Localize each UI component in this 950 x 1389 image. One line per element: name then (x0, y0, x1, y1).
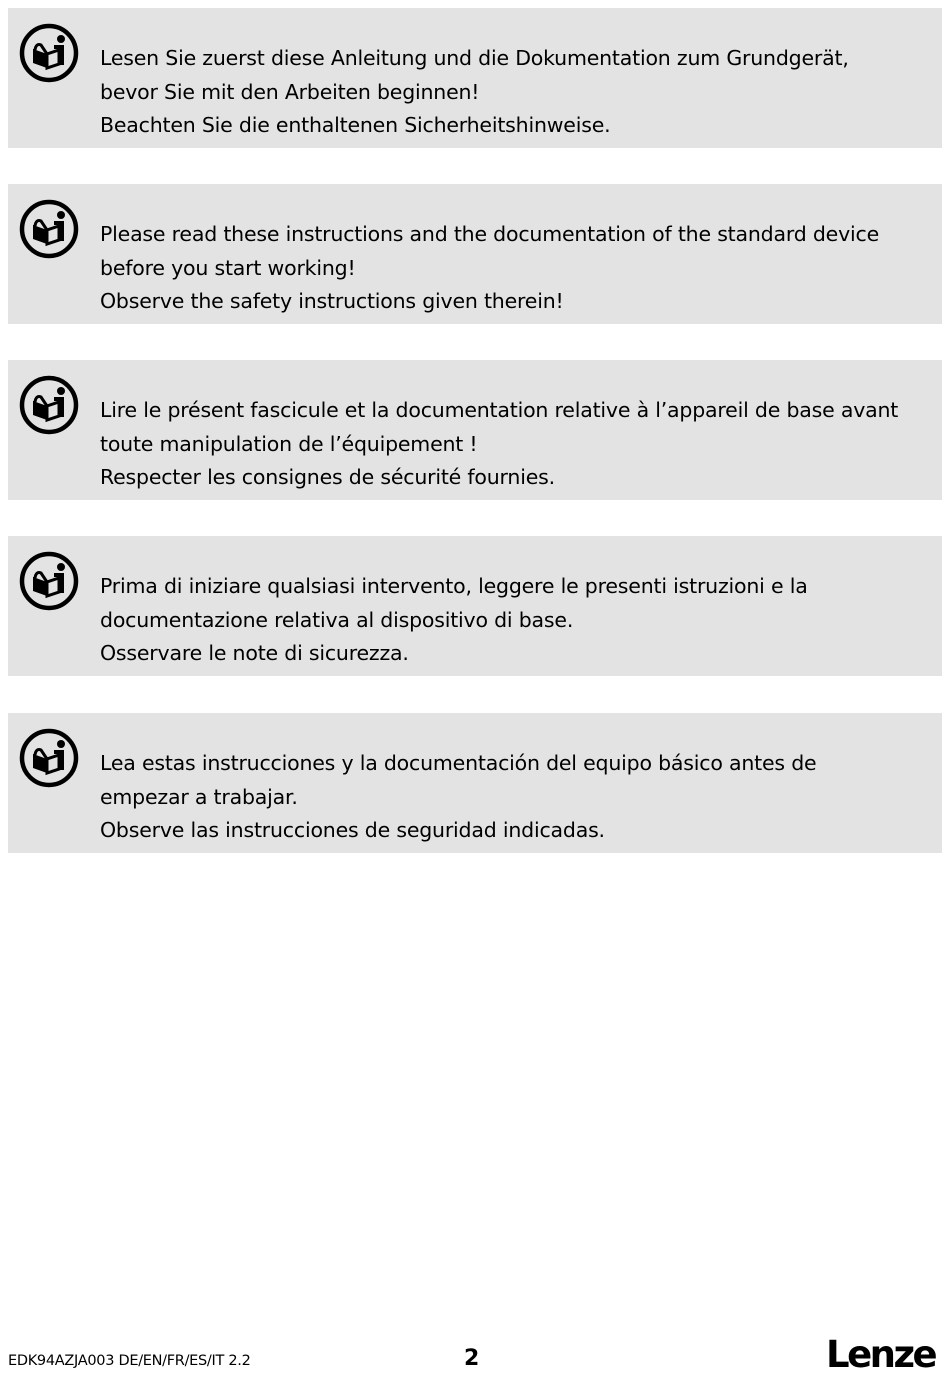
notice-text (100, 747, 936, 848)
read-manual-icon (19, 23, 79, 83)
notice-line: toute manipulation de l’équipement ! (100, 431, 478, 456)
notice-line: Prima di iniziare qualsiasi intervento, leggere le presenti istruzioni e la (100, 574, 808, 598)
notice-text (100, 394, 936, 495)
notice-panel-it (8, 536, 942, 676)
notice-line: bevor Sie mit den Arbeiten beginnen! (100, 79, 480, 104)
notice-line: documentazione relativa al dispositivo di base. (100, 607, 574, 632)
notice-line: Lea estas instrucciones y la documentación del equipo básico antes de (100, 751, 817, 775)
read-manual-icon (19, 728, 79, 788)
notice-line: Please read these instructions and the documentation of the standard device (100, 222, 879, 246)
notice-line: Observe the safety instructions given therein! (100, 289, 564, 313)
notice-panel-de (8, 8, 942, 148)
notice-line: Osservare le note di sicurezza. (100, 641, 409, 665)
read-manual-icon (19, 375, 79, 435)
lenze-logo: Lenze (826, 1333, 936, 1376)
notice-text (100, 42, 936, 143)
notice-line: Lire le présent fascicule et la documentation relative à l’appareil de base avant (100, 398, 899, 422)
notice-line: Respecter les consignes de sécurité fournies. (100, 465, 555, 489)
notice-line: empezar a trabajar. (100, 784, 298, 809)
notice-panel-es (8, 713, 942, 853)
notice-line: Lesen Sie zuerst diese Anleitung und die Dokumentation zum Grundgerät, (100, 46, 849, 70)
notice-line: Beachten Sie die enthaltenen Sicherheitshinweise. (100, 113, 611, 137)
notice-panel-en (8, 184, 942, 324)
document-code: EDK94AZJA003 DE/EN/FR/ES/IT 2.2 (8, 1353, 251, 1369)
notice-line: Observe las instrucciones de seguridad indicadas. (100, 818, 605, 842)
read-manual-icon (19, 199, 79, 259)
read-manual-icon (19, 551, 79, 611)
notice-panel-fr (8, 360, 942, 500)
page-number: 2 (464, 1346, 480, 1371)
notice-line: before you start working! (100, 255, 356, 280)
notice-text (100, 218, 936, 319)
notice-text (100, 570, 936, 671)
